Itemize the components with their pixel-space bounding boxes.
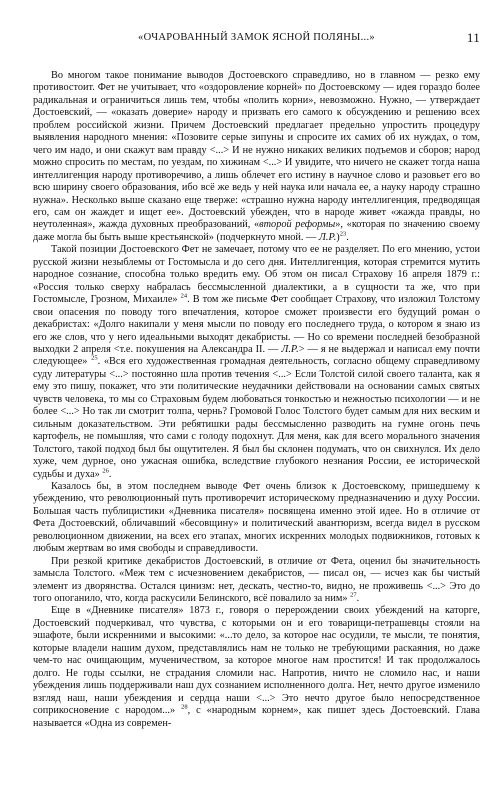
- text-run: », «которая по значению своему даже могла бы быть выше крестьянской» (подчеркнуто мной. —: [33, 219, 480, 243]
- footnote-ref: 25: [91, 355, 98, 362]
- text-run: Такой позиции Достоевского Фет не замечает, потому что ее не разделяет. По его мнению, устои русской жизни незыблемы от Гостомысла и до сего дня. Интеллигенция, которая стремится мутить народное сознание, способна только вредить ему. Об этом он писал Страхову 16 апреля 1879 г.: «Россия только сверху набралась бессмысленной диалектики, а в сущности та же, что при Гостомысле, Грозном, Михаиле»: [33, 244, 480, 306]
- running-title: «ОЧАРОВАННЫЙ ЗАМОК ЯСНОЙ ПОЛЯНЫ...»: [138, 32, 375, 43]
- italic-text: Л.Р.: [318, 231, 337, 243]
- text-run: .: [346, 231, 349, 243]
- text-run: Еще в «Дневнике писателя» 1873 г., говоря о перерождении своих убеждений на каторге, Достоевский подчеркивал, что чувства, с которыми он и его товарищи-петрашевцы стояли на эшафоте, были искренними и высокими: «...то дело, за которое нас осудили, те мысли, те понятия, которые владели нашим духом, представлялись нам не только не требующими раскаяния, но даже чем-то нас очищающим, мученичеством, за которое многое нам простится! И так продолжалось долго. Не годы ссылки, не страдания сломили нас. Напротив, ничто не сломило нас, и наши убеждения лишь поддерживали наш дух сознанием исполненного долга. Нет, нечто другое изменило взгляд наш, наши убеждения и сердца наши <...> Это нечто другое было непосредственное соприкосновение с народом...»: [33, 605, 480, 717]
- paragraph: [33, 481, 480, 556]
- text-run: ): [336, 231, 340, 243]
- paragraph: [33, 70, 480, 244]
- footnote-ref: 27: [350, 591, 357, 599]
- text-run: .: [356, 593, 360, 605]
- text-run: При резкой критике декабристов Достоевский, в отличие от Фета, оценил бы значительность замысла Толстого. «Меж тем с исчезновением декабристов, — писал он, — исчез как бы чистый элемент из дворянства. Остался цинизм: нет, дескать, честно-то, видно, не проживешь <...> Это до того опоганило, что, когда раскусили Белинского, всё повалило за ним»: [33, 555, 480, 605]
- text-run: > — я не выдержал и написал ему почти следующее»: [33, 343, 481, 368]
- paragraph: [33, 244, 480, 481]
- text-run: Казалось бы, в этом последнем выводе Фет очень близок к Достоевскому, пришедшему к убеждению, что революционный путь противоречит историческому предназначению и духу России. Большая часть публицистики «Дневника писателя» посвящена именно этой идее. Но в отличие от Фета Достоевский, обличавший «бесовщину» и политический авантюризм, всегда видел в русском революционном движении, на всех его этапах, многих искренних молодых подвижников, готовых к любым жертвам во имя свободы и справедливости.: [33, 480, 480, 555]
- book-page: [33, 30, 480, 790]
- text-run: , с «народным корнем», как пишет здесь Достоевский. Глава называется «Одна из современ-: [33, 705, 480, 729]
- text-run: . «Вся его художественная громадная деятельность, согласно общему справедливому суду литературы <...> постоянно шла против течения <...> Если Толстой силой своего таланта, как я ему это пишу, покажет, что эти политические неудачники действовали на основании самых святых чувств человека, то мы со Страховым будем любоваться тонкостью и нежностью психологии — и не более <...> Но так ли смотрит толпа, чернь? Громовой Голос Толстого будет самым для них веским и сильным доказательством. Эти ребятишки рады бессмысленно разводить на гумне огонь печь картофель, не помышляя, что сами с голоду подохнут. Для меня, как для всего морального значения Толстого, такой подход был бы ощутителен. Я был бы склонен подумать, что он свихнулся. Их дело хуже, чем дурное, оно ужасная ошибка, вследствие глубокого незнания России, ее исторической судьбы и духа»: [33, 356, 481, 480]
- text-run: Во многом такое понимание выводов Достоевского справедливо, но в главном — резко ему противостоит. Фет не учитывает, что «оздоровление корней» по Достоевскому — идея гораздо более радикальная и ограничиться лишь тем, чтобы «полить корни», невозможно. Нужно, — утверждает Достоевский, — «оказать доверие» народу и призвать его самого к обсуждению и решению всех проблем российской жизни. Причем Достоевский предлагает предельно упростить процедуру выявления народного мнения: «Позовите серые зипуны и спросите их самих об их нуждах, о том, чего им надо, и они скажут вам правду <...> И не нужно никаких великих подъемов и сборов; народ можно спросить по местам, по уездам, по хижинам <...> И увидите, что ничего не скажет тогда наша интеллигенция народу противоречиво, а лишь облечет его истину в научное слово и разовьет его во всю ширину своего образования, ибо всё же ведь у ней наука или начала ее, а науку народу страшно нужна». Несколько выше сказано еще тверже: «страшно нужна народу интеллигенция, предводящая его, сам он жаждет и ищет ее». Достоевский убежден, что в народе живет «жажда правды, но неутоленная», жажда духовных преобразований, «: [33, 70, 480, 231]
- paragraph: [33, 556, 480, 606]
- body-text: [33, 70, 480, 730]
- italic-text: второй реформы: [259, 219, 336, 231]
- footnote-ref: 24: [180, 292, 188, 300]
- footnote-ref: 26: [102, 467, 109, 475]
- text-run: .: [108, 468, 112, 480]
- page-number: 11: [466, 30, 480, 45]
- page-header: [33, 30, 480, 52]
- footnote-ref: 28: [181, 703, 188, 711]
- footnote-ref: 23: [339, 230, 347, 238]
- text-run: . В том же письме Фет сообщает Страхову, что изложил Толстому свои опасения по поводу того впечатления, которое сможет произвести его будущий роман о декабристах: «Долго накипали у меня мысли по поводу его последнего труда, о котором я знаю из его же слов, что у него идеальными выходят декабристы. — Но со времени последней безобразной выходки 2 апреля <т.е. покушения на Александра II. —: [33, 294, 480, 355]
- paragraph: [33, 605, 480, 730]
- italic-text: Л.Р.: [281, 343, 299, 355]
